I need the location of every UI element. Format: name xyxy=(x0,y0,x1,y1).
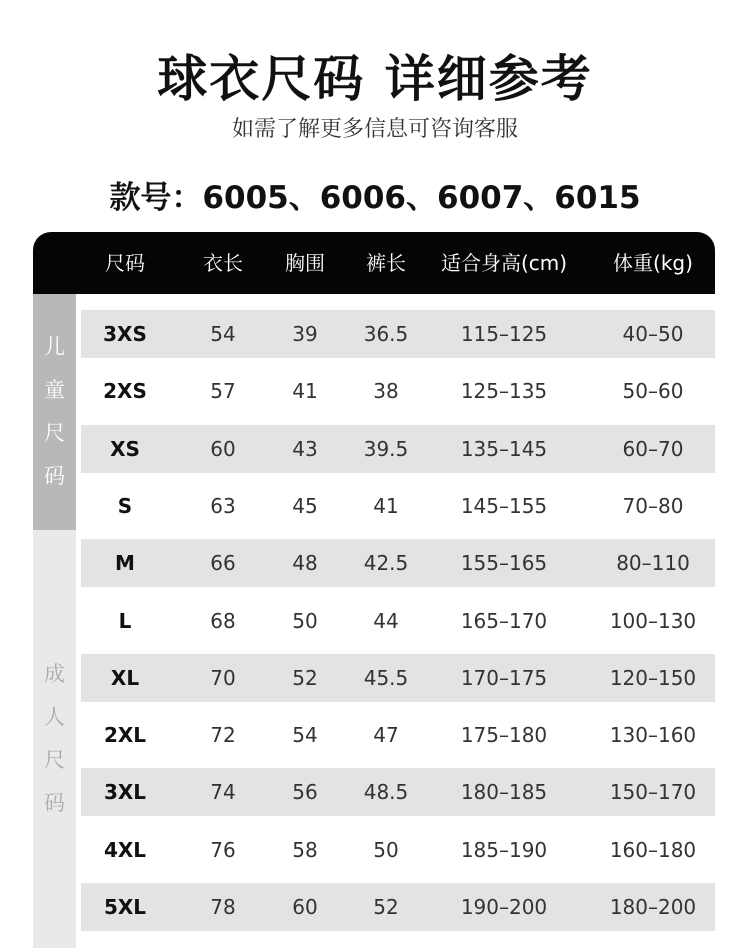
table-row xyxy=(81,482,715,530)
group-label-char: 码 xyxy=(44,464,65,488)
cell-weight: 100–130 xyxy=(609,609,697,633)
cell-height: 175–180 xyxy=(460,723,548,747)
cell-chest: 56 xyxy=(292,780,318,804)
table-row xyxy=(81,883,715,931)
cell-height: 155–165 xyxy=(460,551,548,575)
group-label-char: 人 xyxy=(44,705,65,729)
cell-chest: 39 xyxy=(292,322,318,346)
column-header-chest: 胸围 xyxy=(285,251,325,275)
table-row xyxy=(81,826,715,874)
column-header-length: 衣长 xyxy=(203,251,243,275)
model-numbers: 款号：6005、6006、6007、6015 xyxy=(109,180,641,216)
cell-pants-length: 48.5 xyxy=(363,780,409,804)
cell-height: 165–170 xyxy=(460,609,548,633)
cell-chest: 43 xyxy=(292,437,318,461)
column-header-weight: 体重(kg) xyxy=(613,251,693,275)
table-row xyxy=(81,425,715,473)
cell-length: 72 xyxy=(210,723,236,747)
group-label-char: 尺 xyxy=(44,748,65,772)
cell-size: M xyxy=(115,551,135,575)
cell-chest: 50 xyxy=(292,609,318,633)
cell-pants-length: 39.5 xyxy=(363,437,409,461)
group-label-char: 码 xyxy=(44,791,65,815)
cell-size: 4XL xyxy=(103,838,147,862)
cell-weight: 130–160 xyxy=(609,723,697,747)
cell-length: 57 xyxy=(210,379,236,403)
cell-weight: 50–60 xyxy=(622,379,684,403)
cell-chest: 54 xyxy=(292,723,318,747)
cell-chest: 58 xyxy=(292,838,318,862)
column-header-pants-length: 裤长 xyxy=(366,251,406,275)
cell-weight: 60–70 xyxy=(622,437,684,461)
cell-pants-length: 41 xyxy=(373,494,399,518)
group-label-char: 童 xyxy=(44,378,65,402)
cell-length: 78 xyxy=(210,895,236,919)
cell-weight: 120–150 xyxy=(609,666,697,690)
cell-size: S xyxy=(117,494,133,518)
cell-length: 74 xyxy=(210,780,236,804)
cell-height: 180–185 xyxy=(460,780,548,804)
cell-size: 3XS xyxy=(103,322,147,346)
table-row xyxy=(81,654,715,702)
table-row xyxy=(81,768,715,816)
cell-chest: 48 xyxy=(292,551,318,575)
cell-length: 60 xyxy=(210,437,236,461)
cell-pants-length: 38 xyxy=(373,379,399,403)
cell-length: 66 xyxy=(210,551,236,575)
cell-size: 2XS xyxy=(103,379,147,403)
cell-weight: 40–50 xyxy=(622,322,684,346)
cell-length: 70 xyxy=(210,666,236,690)
cell-height: 115–125 xyxy=(460,322,548,346)
cell-pants-length: 50 xyxy=(373,838,399,862)
cell-weight: 150–170 xyxy=(609,780,697,804)
cell-chest: 52 xyxy=(292,666,318,690)
cell-length: 68 xyxy=(210,609,236,633)
kids-size-group-label xyxy=(33,294,76,530)
cell-height: 135–145 xyxy=(460,437,548,461)
cell-height: 185–190 xyxy=(460,838,548,862)
cell-size: L xyxy=(118,609,132,633)
cell-length: 76 xyxy=(210,838,236,862)
group-label-char: 尺 xyxy=(44,421,65,445)
cell-weight: 160–180 xyxy=(609,838,697,862)
cell-pants-length: 36.5 xyxy=(363,322,409,346)
cell-pants-length: 47 xyxy=(373,723,399,747)
cell-pants-length: 42.5 xyxy=(363,551,409,575)
cell-weight: 70–80 xyxy=(622,494,684,518)
column-header-size: 尺码 xyxy=(105,251,145,275)
cell-size: XS xyxy=(110,437,140,461)
page-subtitle: 如需了解更多信息可咨询客服 xyxy=(231,117,518,142)
table-row xyxy=(81,367,715,415)
table-header xyxy=(33,232,715,294)
column-header-height: 适合身高(cm) xyxy=(440,251,568,275)
cell-weight: 80–110 xyxy=(616,551,690,575)
cell-pants-length: 52 xyxy=(373,895,399,919)
table-row xyxy=(81,597,715,645)
cell-height: 170–175 xyxy=(460,666,548,690)
cell-pants-length: 45.5 xyxy=(363,666,409,690)
table-row xyxy=(81,310,715,358)
cell-chest: 60 xyxy=(292,895,318,919)
cell-size: 2XL xyxy=(103,723,147,747)
group-label-char: 儿 xyxy=(44,335,65,359)
adult-size-group-label xyxy=(33,530,76,948)
cell-size: XL xyxy=(110,666,140,690)
cell-height: 190–200 xyxy=(460,895,548,919)
cell-height: 145–155 xyxy=(460,494,548,518)
cell-pants-length: 44 xyxy=(373,609,399,633)
cell-chest: 45 xyxy=(292,494,318,518)
cell-size: 5XL xyxy=(103,895,147,919)
cell-weight: 180–200 xyxy=(609,895,697,919)
group-label-char: 成 xyxy=(44,662,65,686)
cell-height: 125–135 xyxy=(460,379,548,403)
cell-length: 54 xyxy=(210,322,236,346)
cell-chest: 41 xyxy=(292,379,318,403)
page-title: 球衣尺码 详细参考 xyxy=(157,50,593,108)
table-row xyxy=(81,711,715,759)
cell-length: 63 xyxy=(210,494,236,518)
table-row xyxy=(81,539,715,587)
cell-size: 3XL xyxy=(103,780,147,804)
